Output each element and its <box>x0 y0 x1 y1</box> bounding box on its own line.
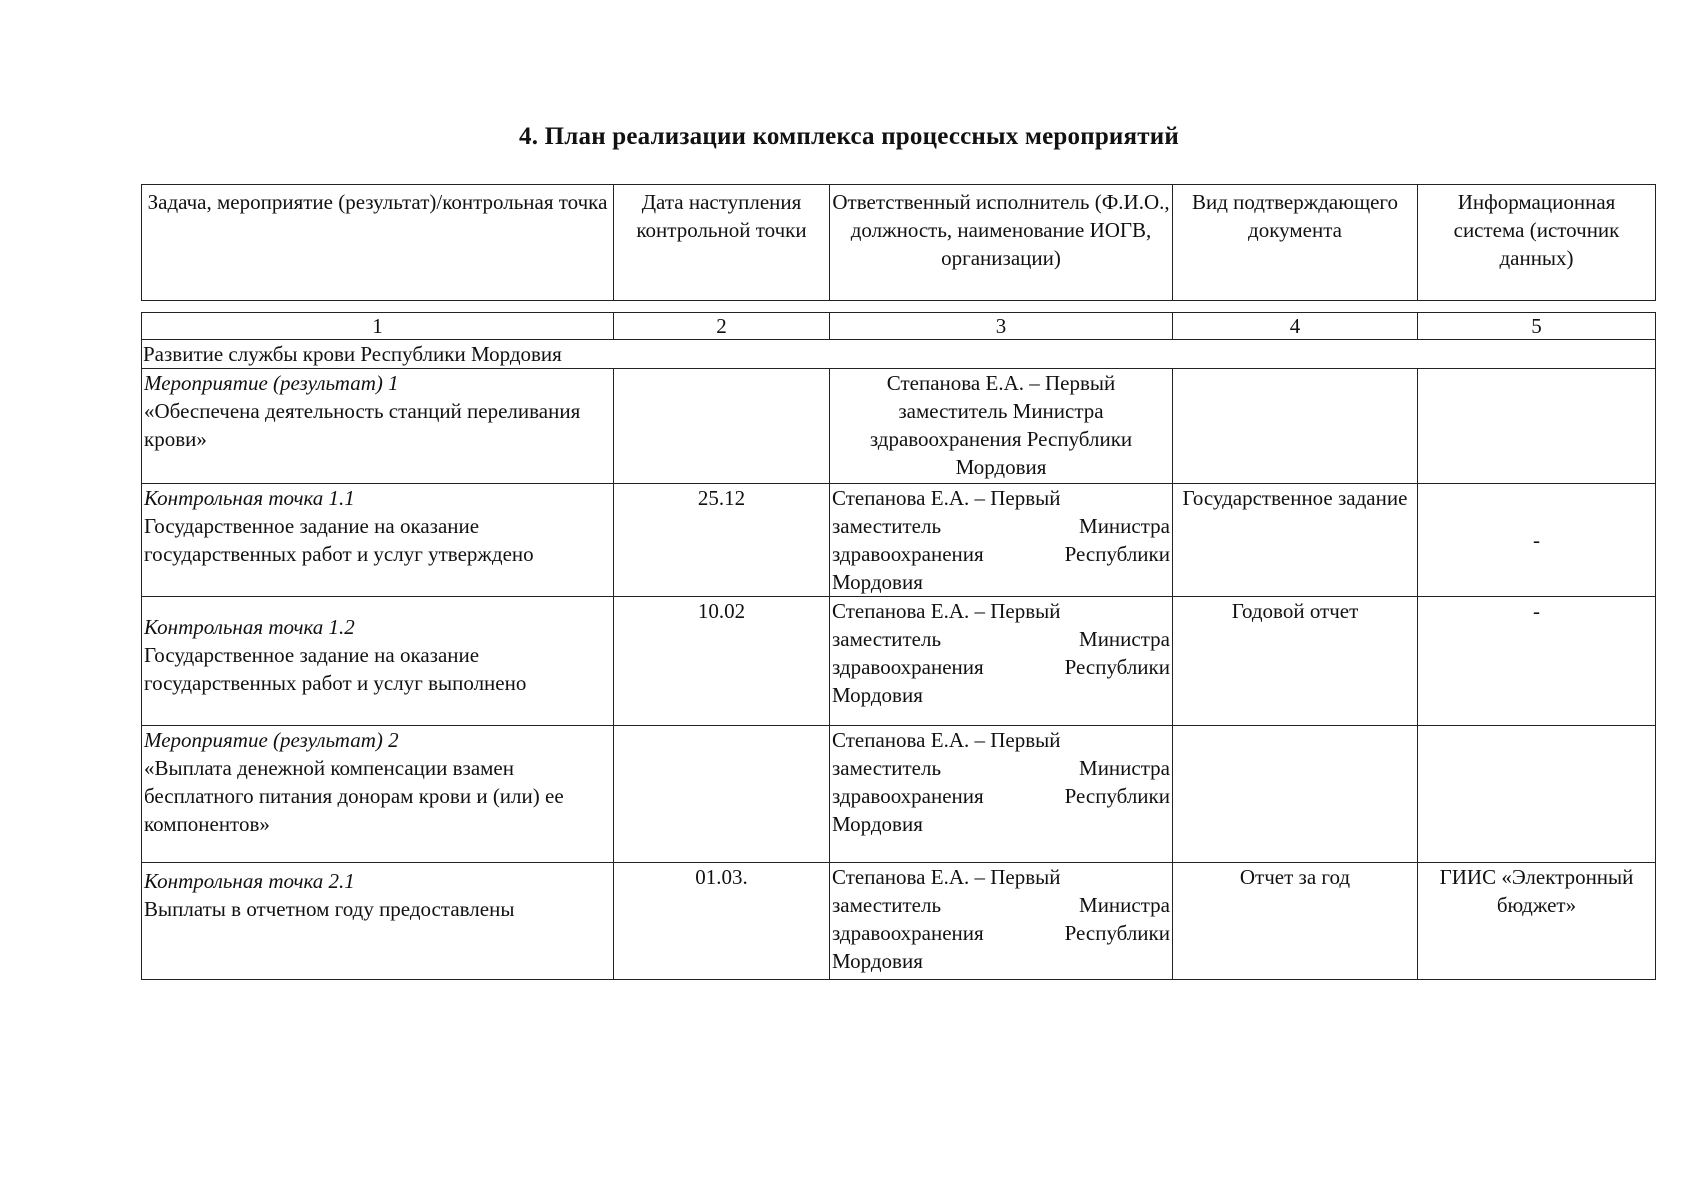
header-table <box>141 184 1656 301</box>
executive-cell <box>830 863 1173 980</box>
date-cell <box>614 369 830 484</box>
date-cell: 25.12 <box>614 484 830 597</box>
task-label: Контрольная точка 1.2 <box>144 615 355 639</box>
executive-position: заместитель Министра здравоохранения Республики Мордовия <box>832 627 1170 707</box>
date-cell: 01.03. <box>614 863 830 980</box>
document-cell: Государственное задание <box>1173 484 1418 597</box>
table-row <box>142 484 1656 597</box>
task-cell <box>142 484 614 597</box>
task-cell <box>142 726 614 863</box>
date-cell <box>614 726 830 863</box>
executive-position: заместитель Министра здравоохранения Республики Мордовия <box>832 893 1170 973</box>
system-cell <box>1418 484 1656 597</box>
document-cell <box>1173 726 1418 863</box>
system-value: - <box>1533 528 1540 552</box>
column-number: 5 <box>1418 313 1656 340</box>
task-text: Государственное задание на оказание государственных работ и услуг утверждено <box>144 514 534 566</box>
column-number-row <box>142 313 1656 340</box>
column-number: 2 <box>614 313 830 340</box>
date-cell: 10.02 <box>614 597 830 726</box>
task-text: «Выплата денежной компенсации взамен бесплатного питания донорам крови и (или) ее компонентов» <box>144 756 564 836</box>
section-title: Развитие службы крови Республики Мордовия <box>142 340 1656 369</box>
page-title: 4. План реализации комплекса процессных мероприятий <box>519 123 1179 150</box>
header-task: Задача, мероприятие (результат)/контрольная точка <box>142 185 614 301</box>
executive-name: Степанова Е.А. – Первый <box>832 599 1061 623</box>
plan-table <box>141 312 1656 980</box>
executive-position: заместитель Министра здравоохранения Республики Мордовия <box>832 756 1170 836</box>
system-value: - <box>1533 599 1540 623</box>
task-text: «Обеспечена деятельность станций переливания крови» <box>144 399 581 451</box>
section-row <box>142 340 1656 369</box>
table-row <box>142 863 1656 980</box>
document-cell: Отчет за год <box>1173 863 1418 980</box>
system-cell: ГИИС «Электронный бюджет» <box>1418 863 1656 980</box>
executive-cell <box>830 597 1173 726</box>
task-label: Мероприятие (результат) 1 <box>144 371 399 395</box>
executive-cell <box>830 726 1173 863</box>
executive-cell: Степанова Е.А. – Первый заместитель Министра здравоохранения Республики Мордовия <box>830 369 1173 484</box>
table-row <box>142 597 1656 726</box>
document-cell <box>1173 369 1418 484</box>
document-cell: Годовой отчет <box>1173 597 1418 726</box>
table-row <box>142 369 1656 484</box>
task-text: Выплаты в отчетном году предоставлены <box>144 897 515 921</box>
column-number: 3 <box>830 313 1173 340</box>
executive-position: заместитель Министра здравоохранения Республики Мордовия <box>832 514 1170 594</box>
header-executive: Ответственный исполнитель (Ф.И.О., должность, наименование ИОГВ, организации) <box>830 185 1173 301</box>
system-cell <box>1418 369 1656 484</box>
header-document: Вид подтверждающего документа <box>1173 185 1418 301</box>
executive-name: Степанова Е.А. – Первый <box>832 486 1061 510</box>
column-number: 4 <box>1173 313 1418 340</box>
task-cell <box>142 597 614 726</box>
task-cell <box>142 863 614 980</box>
system-cell <box>1418 726 1656 863</box>
executive-cell <box>830 484 1173 597</box>
column-number: 1 <box>142 313 614 340</box>
header-date: Дата наступления контрольной точки <box>614 185 830 301</box>
system-cell <box>1418 597 1656 726</box>
table-row <box>142 726 1656 863</box>
executive-name: Степанова Е.А. – Первый <box>832 865 1061 889</box>
header-system: Информационная система (источник данных) <box>1418 185 1656 301</box>
task-label: Контрольная точка 1.1 <box>144 486 355 510</box>
executive-name: Степанова Е.А. – Первый <box>832 728 1061 752</box>
task-label: Мероприятие (результат) 2 <box>144 728 399 752</box>
task-label: Контрольная точка 2.1 <box>144 869 355 893</box>
task-text: Государственное задание на оказание государственных работ и услуг выполнено <box>144 643 527 695</box>
task-cell <box>142 369 614 484</box>
header-row <box>142 185 1656 301</box>
